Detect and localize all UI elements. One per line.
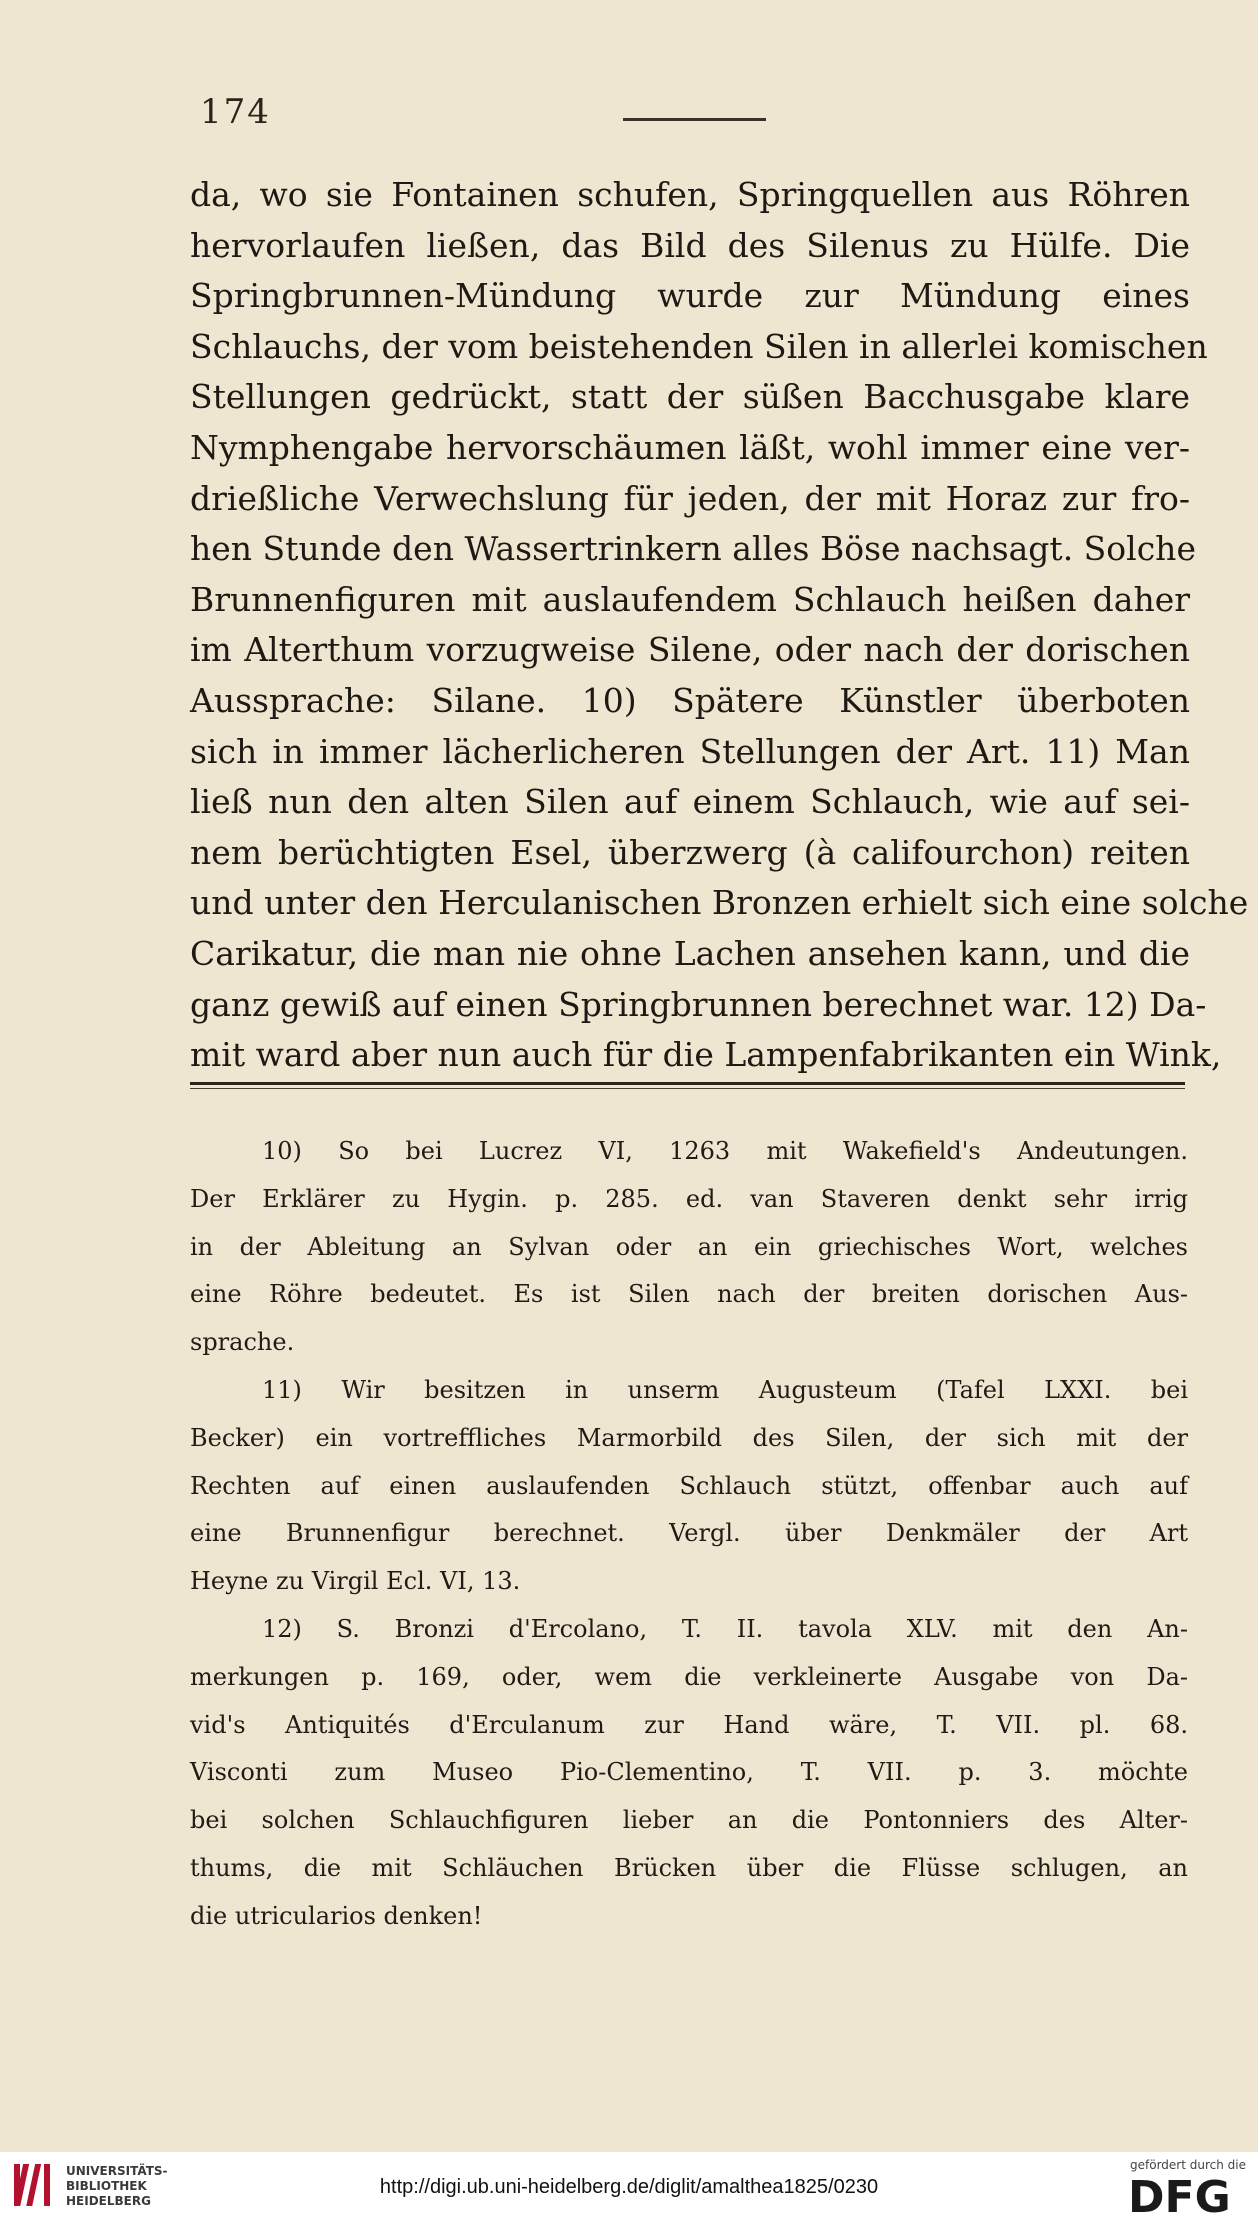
- footnote-line: thums, die mit Schläuchen Brücken über die Flüsse schlugen, an: [190, 1853, 1188, 1882]
- footnote-line: die utricularios denken!: [190, 1901, 483, 1930]
- text-line: Schlauchs, der vom beistehenden Silen in allerlei komischen: [190, 326, 1208, 366]
- text-line: drießliche Verwechslung für jeden, der mit Horaz zur fro-: [190, 478, 1190, 518]
- text-line: ließ nun den alten Silen auf einem Schlauch, wie auf sei-: [190, 782, 1190, 822]
- main-text: [190, 170, 1249, 1081]
- text-line: nem berüchtigten Esel, überzwerg (à califourchon) reiten: [190, 832, 1190, 872]
- library-name-line: UNIVERSITÄTS-: [66, 2164, 168, 2178]
- footnote-line: merkungen p. 169, oder, wem die verkleinerte Ausgabe von Da-: [190, 1662, 1188, 1691]
- footnote-separator: [190, 1082, 1185, 1085]
- footnotes: [190, 1128, 1188, 1941]
- footnote-line: Rechten auf einen auslaufenden Schlauch stützt, offenbar auch auf: [190, 1471, 1188, 1500]
- text-line: im Alterthum vorzugweise Silene, oder nach der dorischen: [190, 630, 1190, 670]
- footnote-line: Heyne zu Virgil Ecl. VI, 13.: [190, 1567, 521, 1596]
- text-line: Stellungen gedrückt, statt der süßen Bacchusgabe klare: [190, 377, 1190, 417]
- page-number: 174: [200, 92, 271, 132]
- funding-label: gefördert durch die: [1130, 2158, 1246, 2172]
- footnote-line: Der Erklärer zu Hygin. p. 285. ed. van Staveren denkt sehr irrig: [190, 1184, 1188, 1213]
- dfg-logo-icon: [1126, 2172, 1244, 2216]
- text-line: Brunnenfiguren mit auslaufendem Schlauch heißen daher: [190, 579, 1190, 619]
- footnote-line: eine Röhre bedeutet. Es ist Silen nach der breiten dorischen Aus-: [190, 1280, 1188, 1309]
- text-line: hervorlaufen ließen, das Bild des Silenus zu Hülfe. Die: [190, 225, 1190, 265]
- footnote-line: vid's Antiquités d'Erculanum zur Hand wäre, T. VII. pl. 68.: [190, 1710, 1188, 1739]
- footnote-line: 11) Wir besitzen in unserm Augusteum (Tafel LXXI. bei: [262, 1375, 1188, 1404]
- library-name-line: HEIDELBERG: [66, 2194, 151, 2208]
- text-line: sich in immer lächerlicheren Stellungen der Art. 11) Man: [190, 731, 1190, 771]
- footnote-line: in der Ableitung an Sylvan oder an ein griechisches Wort, welches: [190, 1232, 1188, 1261]
- text-line: Aussprache: Silane. 10) Spätere Künstler überboten: [190, 680, 1190, 720]
- footnote-line: sprache.: [190, 1328, 295, 1357]
- footnote-separator-thin: [190, 1088, 1185, 1089]
- dfg-logo-text: DFG: [1128, 2172, 1231, 2216]
- footnote-line: Becker) ein vortreffliches Marmorbild des Silen, der sich mit der: [190, 1423, 1188, 1452]
- footnote-line: eine Brunnenfigur berechnet. Vergl. über Denkmäler der Art: [190, 1519, 1188, 1548]
- footnote-11: [190, 1367, 1188, 1606]
- text-line: und unter den Herculanischen Bronzen erhielt sich eine solche: [190, 883, 1249, 923]
- text-line: Springbrunnen-Mündung wurde zur Mündung eines: [190, 276, 1190, 316]
- footnote-line: 10) So bei Lucrez VI, 1263 mit Wakefield's Andeutungen.: [262, 1137, 1188, 1165]
- text-line: Carikatur, die man nie ohne Lachen ansehen kann, und die: [190, 933, 1190, 973]
- text-line: Nymphengabe hervorschäumen läßt, wohl immer eine ver-: [190, 427, 1190, 467]
- footnote-10: [190, 1128, 1188, 1367]
- footnote-12: [190, 1606, 1188, 1941]
- footnote-line: bei solchen Schlauchfiguren lieber an die Pontonniers des Alter-: [190, 1806, 1188, 1835]
- footnote-line: 12) S. Bronzi d'Ercolano, T. II. tavola XLV. mit den An-: [262, 1614, 1188, 1643]
- footnote-line: Visconti zum Museo Pio-Clementino, T. VII. p. 3. möchte: [190, 1758, 1188, 1787]
- text-line: da, wo sie Fontainen schufen, Springquellen aus Röhren: [190, 175, 1190, 214]
- header-rule: [623, 118, 766, 121]
- text-line: hen Stunde den Wassertrinkern alles Böse nachsagt. Solche: [190, 529, 1196, 569]
- library-name-line: BIBLIOTHEK: [66, 2179, 147, 2193]
- text-line: mit ward aber nun auch für die Lampenfabrikanten ein Wink,: [190, 1035, 1222, 1075]
- permalink-url[interactable]: http://digi.ub.uni-heidelberg.de/diglit/amalthea1825/0230: [379, 2176, 879, 2198]
- text-line: ganz gewiß auf einen Springbrunnen berechnet war. 12) Da-: [190, 984, 1207, 1024]
